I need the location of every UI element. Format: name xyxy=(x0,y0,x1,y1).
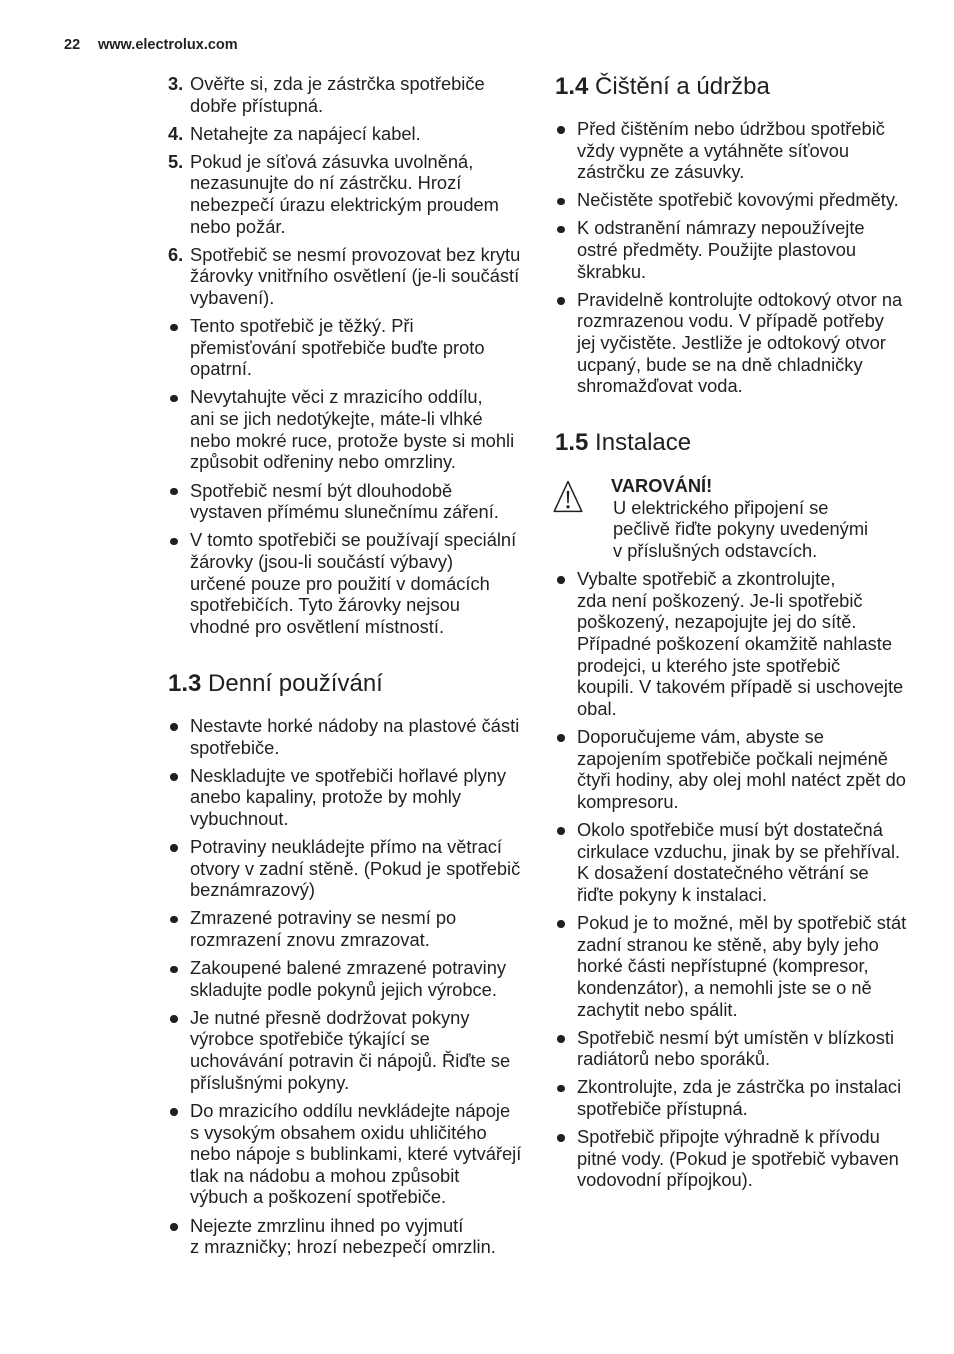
bullet-marker xyxy=(557,734,565,742)
item-text: Okolo spotřebiče musí být dostatečná cirkulace vzduchu, jinak by se přehříval. K dosažení dostatečného větrání se řiďte pokyny k instalaci. xyxy=(577,819,901,905)
bullet-marker xyxy=(557,1085,565,1093)
numbered-item xyxy=(168,123,548,145)
bullet-marker xyxy=(170,324,178,332)
bullet-marker xyxy=(170,723,178,731)
bullet-marker xyxy=(170,916,178,924)
bullet-item xyxy=(168,386,548,473)
bullet-marker xyxy=(170,488,178,496)
bullet-marker xyxy=(557,827,565,835)
item-text: Spotřebič nesmí být umístěn v blízkosti radiátorů nebo sporáků. xyxy=(577,1026,895,1070)
section-number: 1.3 xyxy=(168,670,202,697)
website-url: www.electrolux.com xyxy=(98,37,238,53)
item-text: V tomto spotřebiči se používají speciální žárovky (jsou-li součástí výbavy) určené pouze pro použití v domácích spotřebičích. Tyto žárovky nejsou vhodné pro osvětlení místností. xyxy=(190,529,517,637)
bullet-item xyxy=(555,912,935,1020)
bullet-item xyxy=(555,118,935,183)
item-text: Do mrazicího oddílu nevkládejte nápoje s vysokým obsahem oxidu uhličitého nebo nápoje s bublinkami, které vytvářejí tlak na nádobu a mohou způsobit výbuch a poškození spotřebiče. xyxy=(190,1099,522,1208)
bullet-marker xyxy=(170,538,178,546)
daily-use-list xyxy=(168,715,548,1258)
warning-triangle-icon xyxy=(553,480,583,513)
numbered-item xyxy=(168,73,548,116)
bullet-item xyxy=(168,1100,548,1208)
bullet-item xyxy=(555,568,935,720)
section-title: Denní používání xyxy=(208,670,383,697)
item-text: Zakoupené balené zmrazené potraviny skladujte podle pokynů jejich výrobce. xyxy=(190,957,507,1000)
item-text: Tento spotřebič je těžký. Při přemisťování spotřebiče buďte proto opatrní. xyxy=(190,315,485,380)
bullet-marker xyxy=(557,920,565,928)
bullet-item xyxy=(555,819,935,906)
bullet-marker xyxy=(557,226,565,234)
bullet-marker xyxy=(557,198,565,206)
page-number: 22 xyxy=(64,37,81,53)
bullet-marker xyxy=(170,1015,178,1023)
bullet-marker xyxy=(170,395,178,403)
bullet-marker xyxy=(170,773,178,781)
bullet-marker xyxy=(557,297,565,305)
item-text: Doporučujeme vám, abyste se zapojením spotřebiče počkali nejméně čtyři hodiny, aby olej mohl natéct zpět do kompresoru. xyxy=(577,725,906,812)
bullet-marker xyxy=(170,1108,178,1116)
item-text: Zmrazené potraviny se nesmí po rozmrazení znovu zmrazovat. xyxy=(190,907,457,951)
item-text: Vybalte spotřebič a zkontrolujte, zda není poškozený. Je-li spotřebič poškozený, nezapojujte jej do sítě. Případné poškození okamžitě nahlaste prodejci, u kterého jste spotřebič koupili. V takovém případě si uschovejte obal. xyxy=(577,568,904,719)
bullet-item xyxy=(168,765,548,830)
bullet-marker xyxy=(170,844,178,852)
bullet-marker xyxy=(170,966,178,974)
bullet-marker xyxy=(557,1035,565,1043)
bullet-item xyxy=(168,715,548,758)
item-text: Je nutné přesně dodržovat pokyny výrobce spotřebiče týkající se uchovávání potravin či nápojů. Řiďte se příslušnými pokyny. xyxy=(190,1006,511,1093)
warning-text: U elektrického připojení se pečlivě řiďte pokyny uvedenými v příslušných odstavcích. xyxy=(613,496,869,561)
bullet-item xyxy=(168,315,548,380)
item-text: Netahejte za napájecí kabel. xyxy=(190,122,421,144)
bullet-item xyxy=(555,1027,935,1070)
bullet-item xyxy=(168,480,548,523)
bullet-item xyxy=(168,1215,548,1258)
bullet-item xyxy=(168,907,548,950)
item-number: 5. xyxy=(168,150,184,172)
section-number: 1.5 xyxy=(555,429,589,456)
numbered-item xyxy=(168,151,548,238)
section-heading-cleaning xyxy=(555,73,770,101)
item-number: 6. xyxy=(168,243,184,265)
bullet-item xyxy=(168,1007,548,1094)
safety-list xyxy=(168,73,548,637)
item-text: Potraviny neukládejte přímo na větrací otvory v zadní stěně. (Pokud je spotřebič beznámrazový) xyxy=(190,836,521,901)
warning-label: VAROVÁNÍ! xyxy=(611,475,713,496)
bullet-item xyxy=(555,289,935,397)
item-text: Zkontrolujte, zda je zástrčka po instalaci spotřebiče přístupná. xyxy=(577,1076,902,1120)
item-text: Nestavte horké nádoby na plastové části spotřebiče. xyxy=(190,715,520,758)
section-heading-installation xyxy=(555,429,691,457)
item-text: Nejezte zmrzlinu ihned po vyjmutí z mrazničky; hrozí nebezpečí omrzlin. xyxy=(190,1214,496,1258)
item-text: K odstranění námrazy nepoužívejte ostré předměty. Použijte plastovou škrabku. xyxy=(577,217,865,282)
item-text: Nevytahujte věci z mrazicího oddílu, ani se jich nedotýkejte, máte-li vlhké nebo mokré ruce, protože byste si mohli způsobit odřeniny nebo omrzliny. xyxy=(190,386,515,473)
installation-list xyxy=(555,568,935,1191)
bullet-item xyxy=(555,1076,935,1119)
item-text: Před čištěním nebo údržbou spotřebič vždy vypněte a vytáhněte síťovou zástrčku ze zásuvky. xyxy=(577,118,885,183)
bullet-item xyxy=(555,1126,935,1191)
item-number: 4. xyxy=(168,122,184,144)
bullet-item xyxy=(555,217,935,282)
item-text: Pokud je to možné, měl by spotřebič stát zadní stranou ke stěně, aby byly jeho horké části nepřístupné (kompresor, kondenzátor), a nemohli jste se o ně zachytit nebo spálit. xyxy=(577,912,907,1020)
bullet-marker xyxy=(170,1223,178,1231)
item-text: Spotřebič připojte výhradně k přívodu pitné vody. (Pokud je spotřebič vybaven vodovodní přípojkou). xyxy=(577,1126,899,1191)
bullet-item xyxy=(168,957,548,1000)
bullet-marker xyxy=(557,576,565,584)
section-title: Instalace xyxy=(595,429,692,456)
item-text: Spotřebič se nesmí provozovat bez krytu žárovky vnitřního osvětlení (je-li součástí vybavení). xyxy=(190,243,521,309)
bullet-marker xyxy=(557,1134,565,1142)
bullet-marker xyxy=(557,126,565,134)
item-text: Nečistěte spotřebič kovovými předměty. xyxy=(577,189,899,211)
numbered-item xyxy=(168,244,548,309)
item-number: 3. xyxy=(168,73,184,94)
section-number: 1.4 xyxy=(555,73,589,100)
bullet-item xyxy=(168,836,548,901)
bullet-item xyxy=(555,189,935,211)
bullet-item xyxy=(555,726,935,813)
item-text: Spotřebič nesmí být dlouhodobě vystaven přímému slunečnímu záření. xyxy=(190,479,499,523)
cleaning-list xyxy=(555,118,935,397)
item-text: Pokud je síťová zásuvka uvolněná, nezasunujte do ní zástrčku. Hrozí nebezpečí úrazu elektrickým proudem nebo požár. xyxy=(190,150,499,237)
warning-box xyxy=(611,475,931,562)
item-text: Neskladujte ve spotřebiči hořlavé plyny anebo kapaliny, protože by mohly vybuchnout. xyxy=(190,764,507,830)
item-text: Ověřte si, zda je zástrčka spotřebiče dobře přístupná. xyxy=(190,73,485,116)
bullet-item xyxy=(168,529,548,637)
section-title: Čištění a údržba xyxy=(595,73,770,100)
item-text: Pravidelně kontrolujte odtokový otvor na rozmrazenou vodu. V případě potřeby jej vyčistěte. Jestliže je odtokový otvor ucpaný, bude se na dně chladničky shromažďovat voda. xyxy=(577,288,903,397)
section-heading-daily-use xyxy=(168,670,383,698)
